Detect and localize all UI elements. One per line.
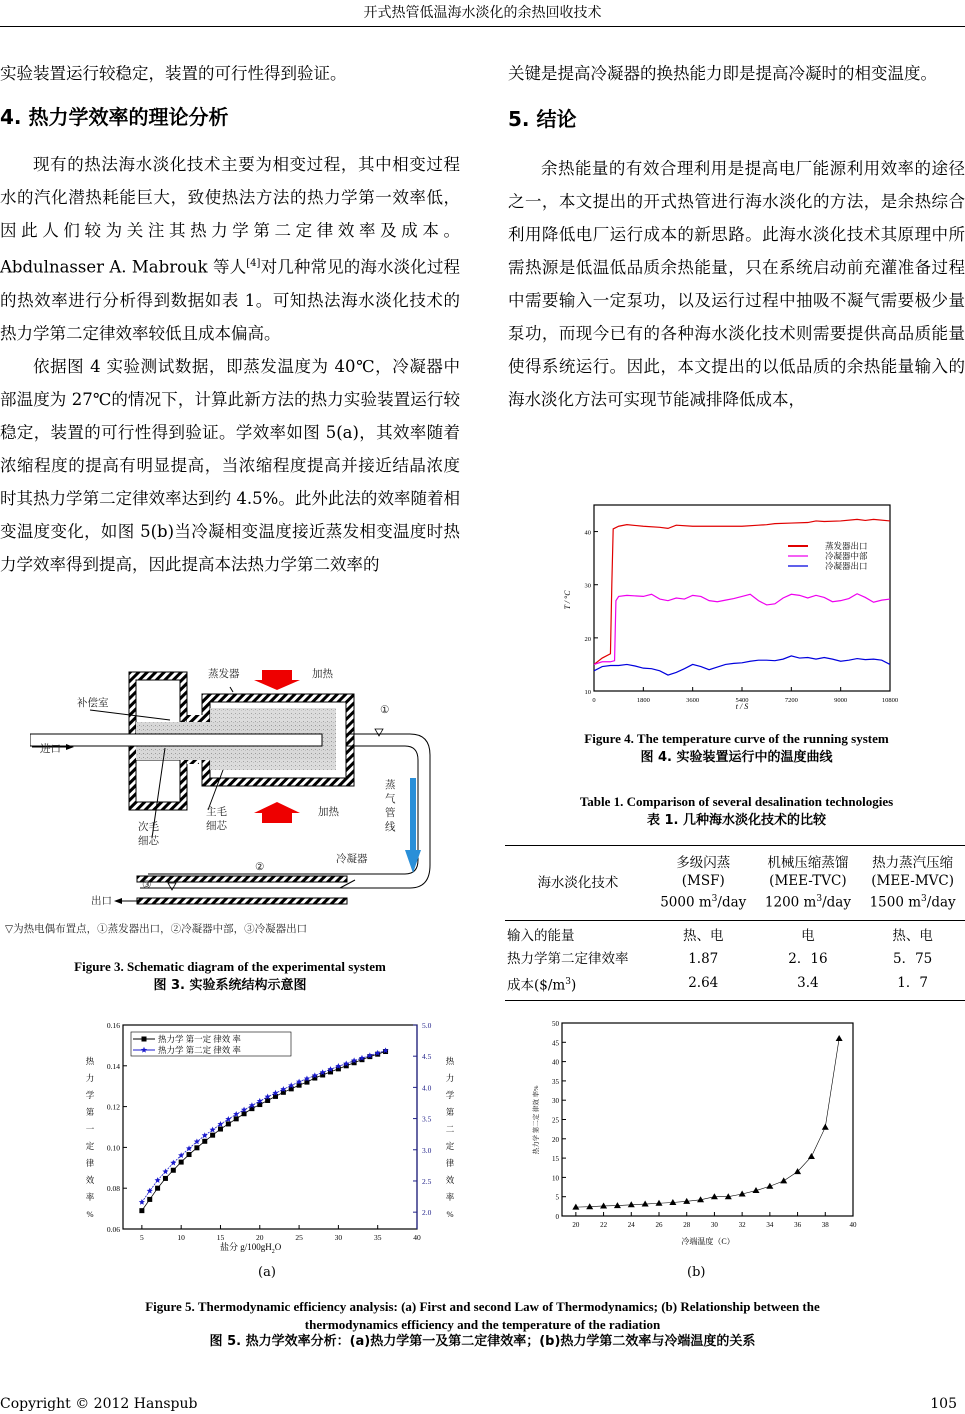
y2-axis-label-char: 率	[445, 1192, 455, 1202]
data-point	[265, 1098, 270, 1103]
citation-link[interactable]: [4]	[246, 258, 261, 269]
y-axis-label: T / °C	[563, 590, 572, 610]
y2-axis-label-char: 律	[445, 1158, 455, 1168]
y-tick-label: 50	[552, 1020, 559, 1028]
x-tick-label: 9000	[834, 697, 848, 704]
label-main-wick: 细芯	[206, 821, 227, 832]
right-column	[508, 57, 965, 416]
legend-label: 热力学 第一定 律效 率	[158, 1034, 241, 1044]
plot-frame	[562, 1023, 853, 1216]
y2-axis-label-char: 定	[445, 1141, 455, 1151]
figure-3-note: ▽为热电偶布置点，①蒸发器出口，②冷凝器中部，③冷凝器出口	[5, 923, 308, 935]
figure-5-caption	[0, 1298, 965, 1351]
data-point	[186, 1145, 192, 1151]
y2-axis-label-char: 第	[445, 1107, 455, 1117]
x-tick-label: 15	[216, 1233, 225, 1242]
data-point	[202, 1132, 208, 1138]
data-point	[289, 1086, 294, 1091]
y-tick-label: 45	[552, 1039, 559, 1048]
series-line	[142, 1052, 386, 1211]
data-point	[210, 1133, 215, 1138]
data-point	[155, 1186, 160, 1191]
table-row: 成本$(\$/m^3)$ 2.64 3.4 1．7	[505, 972, 965, 1001]
subfigure-label-a: (a)	[258, 1265, 276, 1280]
running-header: 开式热管低温海水淡化的余热回收技术	[363, 5, 602, 21]
y-tick-label: 20	[584, 635, 591, 643]
data-point	[194, 1145, 199, 1150]
label-inlet: 进口	[40, 744, 61, 755]
y2-tick-label: 4.0	[422, 1083, 432, 1093]
x-tick-label: 1800	[636, 697, 650, 704]
series-line	[594, 656, 890, 675]
table-1	[505, 845, 965, 1001]
x-tick-label: 5	[139, 1233, 144, 1242]
data-point	[171, 1168, 176, 1173]
x-tick-label: 25	[295, 1233, 303, 1242]
y-tick-label: 25	[552, 1116, 559, 1125]
thermocouple-marker-icon	[168, 883, 176, 890]
x-axis-label: 冷端温度（C）	[681, 1237, 735, 1246]
series-line	[576, 1038, 839, 1207]
data-point	[304, 1080, 309, 1085]
header-rule	[0, 26, 965, 27]
series-line	[594, 594, 890, 665]
thermocouple-marker-icon	[375, 729, 383, 736]
data-point	[273, 1094, 278, 1099]
y-axis-label-char: 学	[85, 1090, 95, 1100]
label-vapor-line: 气	[385, 794, 396, 805]
y-tick-label: 40	[552, 1058, 559, 1067]
y2-axis-label-char: 热	[445, 1056, 455, 1066]
y-tick-label: 30	[552, 1097, 559, 1106]
data-point	[656, 1200, 663, 1206]
x-tick-label: 34	[766, 1221, 774, 1229]
label-heat: 加热	[312, 669, 333, 680]
copyright: Copyright © 2012 Hanspub	[0, 1396, 198, 1412]
caption-en: Figure 4. The temperature curve of the running system	[584, 731, 889, 746]
figure-5b-chart	[520, 1010, 865, 1250]
header-cell: 热力蒸汽压缩 (MEE-MVC) 1500 $m^3$/day	[860, 846, 965, 921]
y2-tick-label: 2.0	[422, 1208, 432, 1218]
table-row: 输入的能量 热、电 电 热、电	[507, 927, 933, 944]
data-point	[780, 1177, 787, 1183]
figure-4-chart	[530, 500, 910, 720]
y-tick-label: 10	[552, 1174, 559, 1183]
data-point	[642, 1201, 649, 1207]
header-cell: 海水淡化技术	[505, 846, 651, 921]
heat-arrow-icon	[254, 802, 300, 823]
y-tick-label: 0.16	[106, 1021, 120, 1030]
caption-zh: 图 4. 实验装置运行中的温度曲线	[640, 750, 833, 765]
y-tick-label: 0.08	[106, 1184, 120, 1194]
header-cell: 多级闪蒸 (MSF) 5000 $m^3$/day	[651, 846, 756, 921]
x-tick-label: 20	[572, 1221, 580, 1229]
data-point	[600, 1202, 607, 1208]
figure-5a-chart	[60, 1010, 460, 1260]
table-header-row	[505, 846, 965, 921]
y-tick-label: 20	[552, 1135, 559, 1144]
series-line	[142, 1051, 386, 1203]
subfigure-label-b: (b)	[687, 1265, 706, 1280]
data-point	[218, 1127, 223, 1132]
data-point	[187, 1152, 192, 1157]
y2-tick-label: 2.5	[422, 1176, 432, 1186]
caption-zh: 表 1. 几种海水淡化技术的比较	[646, 813, 827, 828]
y2-tick-label: 5.0	[422, 1021, 432, 1030]
label-point-2: ②	[255, 862, 265, 873]
y-tick-label: 0.10	[106, 1143, 120, 1153]
y-tick-label: 10	[584, 689, 591, 696]
caption-zh: 图 5. 热力学效率分析：(a)热力学第一及第二定律效率；(b)热力学第二效率与冷端温度的关系	[209, 1334, 756, 1349]
data-point	[139, 1199, 145, 1205]
x-tick-label: 40	[849, 1221, 857, 1229]
x-tick-label: 38	[821, 1221, 829, 1229]
label-outlet: 出口	[91, 896, 112, 907]
data-point	[586, 1203, 593, 1209]
data-point	[297, 1083, 302, 1088]
caption-en: thermodynamics efficiency and the temperature of the radiation	[304, 1316, 661, 1332]
figure-3-caption	[0, 957, 460, 995]
y-tick-label: 0	[555, 1213, 559, 1221]
data-point	[147, 1197, 152, 1202]
section-heading-4: 4. 热力学效率的理论分析	[0, 105, 229, 129]
y2-axis-label-char: %	[446, 1209, 454, 1219]
label-secondary-wick: 细芯	[138, 836, 159, 847]
legend-label: 冷凝器出口	[825, 561, 868, 571]
data-point	[142, 1037, 147, 1042]
section-heading-5: 5. 结论	[508, 107, 577, 131]
data-point	[257, 1102, 262, 1107]
x-axis-label: 盐分 $g/100gH_2O$	[220, 1242, 282, 1255]
x-tick-label: 36	[794, 1221, 802, 1229]
x-tick-label: 35	[373, 1233, 382, 1242]
label-point-3: ③	[142, 880, 152, 891]
y-axis-label-char: %	[86, 1209, 94, 1219]
data-point	[139, 1208, 144, 1213]
data-point	[234, 1116, 239, 1121]
caption-en: Table 1. Comparison of several desalination technologies	[579, 794, 894, 809]
table-row: 热力学第二定律效率 1.87 2．16 5．75	[507, 950, 933, 967]
y-tick-label: 35	[552, 1077, 559, 1086]
heat-arrow-icon	[254, 670, 300, 690]
x-tick-label: 3600	[686, 697, 700, 704]
y-axis-label-char: 定	[85, 1141, 95, 1151]
y-tick-label: 5	[555, 1193, 559, 1202]
figure-4-caption	[508, 729, 965, 767]
legend-label: 热力学 第二定 律效 率	[158, 1045, 241, 1055]
data-point	[572, 1204, 579, 1210]
y-axis-label-char: 效	[85, 1175, 95, 1185]
y2-axis-label-char: 效	[445, 1175, 455, 1185]
y-axis-label-char: 率	[85, 1192, 95, 1202]
label-heat: 加热	[318, 807, 339, 818]
paragraph	[0, 148, 460, 350]
caption-en: Figure 5. Thermodynamic efficiency analysis: (a) First and second Law of Thermodynamics; (b) Relationship between the	[145, 1299, 820, 1314]
data-point	[162, 1168, 168, 1174]
label-vapor-line: 蒸	[385, 780, 396, 791]
data-point	[179, 1160, 184, 1165]
y2-axis-label-char: 二	[445, 1124, 455, 1134]
x-tick-label: 7200	[784, 697, 798, 704]
data-point	[711, 1193, 718, 1199]
x-tick-label: 22	[600, 1221, 608, 1229]
y2-axis-label-char: 学	[445, 1090, 455, 1100]
data-point	[628, 1201, 635, 1207]
figure-3-schematic	[30, 660, 450, 915]
x-tick-label: 10	[177, 1233, 185, 1242]
y-axis-label-char: 第	[85, 1107, 95, 1117]
legend-label: 蒸发器出口	[825, 541, 868, 551]
flow-arrow-icon	[405, 778, 421, 873]
data-point	[614, 1202, 621, 1208]
label-point-1: ①	[380, 705, 390, 716]
x-tick-label: 20	[256, 1233, 264, 1242]
y-axis-label-char: 力	[85, 1073, 95, 1083]
label-evaporator: 蒸发器	[208, 669, 240, 680]
data-point	[766, 1183, 773, 1189]
y-axis-label-char: 律	[85, 1158, 95, 1168]
table-1-caption	[508, 792, 965, 830]
y-tick-label: 40	[584, 529, 591, 537]
x-axis-label: t / S	[735, 702, 749, 711]
caption-en: Figure 3. Schematic diagram of the experimental system	[74, 959, 386, 974]
paragraph: 关键是提高冷凝器的换热能力即是提高冷凝时的相变温度。	[508, 64, 937, 83]
y2-tick-label: 3.0	[422, 1145, 432, 1155]
y2-axis-label-char: 力	[445, 1073, 455, 1083]
x-tick-label: 30	[334, 1233, 343, 1242]
y2-tick-label: 3.5	[422, 1114, 432, 1124]
label-secondary-wick: 次毛	[138, 822, 159, 833]
data-point	[170, 1160, 176, 1166]
label-vapor-line: 线	[385, 822, 396, 833]
x-tick-label: 24	[627, 1221, 635, 1229]
y2-tick-label: 4.5	[422, 1052, 432, 1062]
paragraph: 实验装置运行较稳定，装置的可行性得到验证。	[0, 64, 347, 83]
y-tick-label: 0.06	[106, 1225, 120, 1234]
paragraph: 依据图 4 实验测试数据，即蒸发温度为 40℃，冷凝器中部温度为 27℃的情况下，计算此新方法的热力实验装置运行较稳定，装置的可行性得到验证。学效率如图 5(a)，其效率随着浓缩程度的提高有明显提高，当浓缩程度提高并接近结晶浓度时其热力学第二定律效率达到约 4.5%。此外此法的效率随着相变温度变化，如图 5(b)当冷凝相变温度接近蒸发相变温度时热力学效率得到提高，因此提高本法热力学第二效率的	[0, 356, 460, 574]
x-tick-label: 26	[655, 1221, 663, 1229]
y-axis-label-char: 一	[85, 1124, 95, 1134]
data-point	[836, 1035, 843, 1041]
text: 对几种常见的海水淡化过程的热效率进行分析得到数据如表 1。可知热法海水淡化技术的热力学第二定律效率较低且成本偏高。	[0, 257, 460, 343]
label-condenser: 冷凝器	[336, 854, 368, 865]
left-column	[0, 57, 460, 581]
data-point	[141, 1047, 147, 1053]
x-tick-label: 10800	[881, 697, 899, 704]
text: 现有的热法海水淡化技术主要为相变过程，其中相变过程水的汽化潜热耗能巨大，致使热法方法的热力学第一效率低，因此人们较为关注其热力学第二定律效率及成本。Abdulnasser A. Mabrouk 等人	[0, 155, 460, 277]
y-axis-label: 热力学 第二定 律效 率%	[533, 1085, 540, 1155]
data-point	[226, 1121, 231, 1126]
y-axis-label-char: 热	[85, 1056, 95, 1066]
label-main-wick: 主毛	[206, 807, 227, 818]
y-tick-label: 0.12	[106, 1102, 120, 1112]
x-tick-label: 32	[738, 1221, 746, 1229]
data-point	[822, 1124, 829, 1130]
header-cell: 机械压缩蒸馏 (MEE-TVC) 1200 $m^3$/day	[756, 846, 861, 921]
y-tick-label: 0.14	[106, 1061, 120, 1071]
y-tick-label: 15	[552, 1155, 559, 1164]
y-tick-label: 30	[584, 582, 591, 590]
label-compensation-chamber: 补偿室	[77, 698, 109, 709]
page-number: 105	[930, 1396, 957, 1412]
data-point	[202, 1139, 207, 1144]
legend-label: 冷凝器中部	[825, 551, 868, 561]
x-tick-label: 5400	[735, 697, 749, 704]
x-tick-label: 40	[413, 1233, 421, 1242]
x-tick-label: 30	[710, 1221, 718, 1229]
data-point	[163, 1176, 168, 1181]
paragraph: 余热能量的有效合理利用是提高电厂能源利用效率的途径之一，本文提出的开式热管进行海水淡化的方法，是余热综合利用降低电厂运行成本的新思路。此海水淡化技术其原理中所需热源是低温低品质余热能量，只在系统启动前充灌准备过程中需要输入一定泵功，以及运行过程中抽吸不凝气需要极少量泵功，而现今已有的各种海水淡化技术则需要提供高品质能量使得系统运行。因此，本文提出的以低品质的余热能量输入的海水淡化方法可实现节能减排降低成本，	[508, 159, 965, 409]
label-vapor-line: 管	[385, 808, 396, 819]
x-tick-label: 0	[592, 697, 596, 704]
caption-zh: 图 3. 实验系统结构示意图	[153, 978, 307, 993]
x-tick-label: 28	[683, 1221, 691, 1229]
data-point	[808, 1153, 815, 1159]
